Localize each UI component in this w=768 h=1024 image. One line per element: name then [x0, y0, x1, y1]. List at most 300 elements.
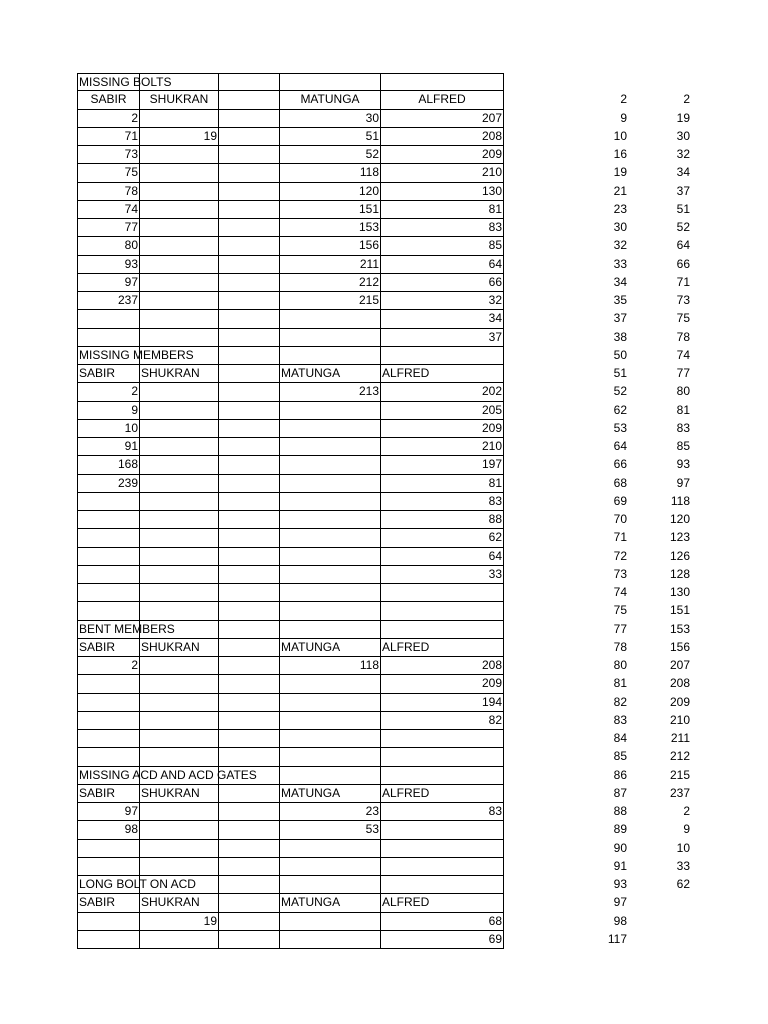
column-header: ALFRED	[381, 785, 504, 803]
side-value: 16	[613, 147, 627, 161]
section-title: MISSING MEMBERS	[77, 347, 140, 365]
table-cell	[77, 913, 140, 931]
table-cell	[280, 456, 381, 474]
column-header	[219, 785, 280, 803]
table-cell	[219, 183, 280, 201]
table-cell	[219, 621, 280, 639]
table-cell	[219, 146, 280, 164]
table-cell	[219, 529, 280, 547]
table-cell: 19	[140, 128, 219, 146]
table-cell	[219, 675, 280, 693]
side-value: 89	[613, 822, 627, 837]
table-cell	[280, 310, 381, 328]
side-value: 10	[676, 840, 690, 855]
table-cell	[77, 694, 140, 712]
table-cell: 64	[381, 256, 504, 274]
side-value: 51	[613, 366, 627, 380]
table-cell	[280, 420, 381, 438]
side-value: 10	[613, 128, 627, 143]
side-value: 52	[676, 220, 690, 234]
table-cell: 32	[381, 292, 504, 310]
side-value: 69	[613, 493, 627, 508]
side-value: 237	[669, 785, 690, 800]
side-value: 9	[683, 822, 690, 837]
table-cell	[140, 493, 219, 511]
table-cell	[219, 73, 280, 91]
side-value: 207	[669, 658, 690, 672]
table-cell	[140, 712, 219, 730]
side-value: 82	[613, 694, 627, 709]
table-cell: 64	[381, 548, 504, 566]
table-cell	[140, 566, 219, 584]
table-cell: 66	[381, 274, 504, 292]
table-cell: 53	[280, 821, 381, 839]
table-cell	[280, 566, 381, 584]
side-value: 2	[620, 92, 627, 107]
table-cell: 10	[77, 420, 140, 438]
side-value: 37	[676, 183, 690, 198]
side-value: 38	[613, 329, 627, 344]
column-header: SABIR	[77, 365, 140, 383]
table-cell	[381, 767, 504, 785]
side-value: 32	[676, 147, 690, 161]
table-cell: 83	[381, 493, 504, 511]
side-value: 98	[613, 913, 627, 928]
side-value: 53	[613, 420, 627, 435]
side-value: 52	[613, 384, 627, 399]
table-cell	[381, 73, 504, 91]
table-cell: 205	[381, 402, 504, 420]
table-cell: 209	[381, 146, 504, 164]
section-title: MISSING ACD AND ACD GATES	[77, 767, 140, 785]
side-value: 30	[676, 128, 690, 143]
table-cell: 85	[381, 237, 504, 255]
table-cell	[280, 584, 381, 602]
side-value: 73	[613, 566, 627, 581]
side-value: 90	[613, 840, 627, 855]
table-cell	[77, 493, 140, 511]
side-value: 93	[676, 457, 690, 472]
table-cell	[219, 128, 280, 146]
table-cell: 82	[381, 712, 504, 730]
table-cell: 197	[381, 456, 504, 474]
table-cell	[219, 329, 280, 347]
side-value: 66	[613, 457, 627, 472]
column-header	[219, 639, 280, 657]
table-cell	[77, 584, 140, 602]
table-cell: 30	[280, 110, 381, 128]
table-cell: 153	[280, 219, 381, 237]
table-cell	[280, 73, 381, 91]
side-value: 85	[613, 749, 627, 764]
table-cell: 209	[381, 420, 504, 438]
side-value: 97	[676, 475, 690, 490]
side-value: 80	[613, 658, 627, 672]
column-header: SHUKRAN	[140, 91, 219, 109]
table-cell: 118	[280, 657, 381, 675]
table-cell	[77, 529, 140, 547]
table-cell	[219, 657, 280, 675]
table-cell	[280, 511, 381, 529]
side-value: 35	[613, 293, 627, 307]
table-cell	[219, 858, 280, 876]
table-cell	[77, 548, 140, 566]
table-cell	[219, 237, 280, 255]
table-cell	[77, 712, 140, 730]
side-value: 212	[669, 749, 690, 764]
side-value: 62	[676, 877, 690, 891]
side-value: 87	[613, 785, 627, 800]
column-header	[219, 894, 280, 912]
table-cell	[219, 438, 280, 456]
table-cell	[219, 821, 280, 839]
table-cell	[381, 840, 504, 858]
side-value: 73	[676, 293, 690, 307]
side-value: 2	[683, 92, 690, 107]
table-cell	[77, 602, 140, 620]
table-cell	[140, 602, 219, 620]
table-cell: 77	[77, 219, 140, 237]
side-value: 81	[676, 402, 690, 417]
table-cell: 130	[381, 183, 504, 201]
side-value: 74	[613, 585, 627, 599]
table-cell	[381, 748, 504, 766]
table-cell	[140, 456, 219, 474]
table-cell	[140, 256, 219, 274]
table-cell	[280, 730, 381, 748]
table-cell	[140, 402, 219, 420]
table-cell	[140, 201, 219, 219]
table-cell	[219, 402, 280, 420]
side-value: 215	[669, 767, 690, 782]
table-cell	[219, 110, 280, 128]
side-value: 19	[676, 110, 690, 125]
side-value: 71	[676, 274, 690, 289]
table-cell	[219, 602, 280, 620]
table-cell: 97	[77, 274, 140, 292]
table-cell	[219, 292, 280, 310]
side-value: 23	[613, 201, 627, 216]
table-cell: 52	[280, 146, 381, 164]
table-cell	[77, 566, 140, 584]
side-value: 86	[613, 767, 627, 782]
table-cell	[280, 347, 381, 365]
table-cell	[77, 840, 140, 858]
table-cell	[140, 529, 219, 547]
table-cell	[280, 840, 381, 858]
table-cell	[219, 420, 280, 438]
table-cell	[219, 164, 280, 182]
table-cell	[280, 931, 381, 949]
table-cell: 37	[381, 329, 504, 347]
column-header: SABIR	[77, 639, 140, 657]
table-cell: 2	[77, 110, 140, 128]
table-cell	[140, 164, 219, 182]
table-cell	[219, 931, 280, 949]
table-cell: 74	[77, 201, 140, 219]
table-cell: 83	[381, 219, 504, 237]
column-header: SHUKRAN	[140, 639, 219, 657]
table-cell: 207	[381, 110, 504, 128]
side-value: 85	[676, 439, 690, 453]
table-cell	[280, 694, 381, 712]
table-cell	[140, 584, 219, 602]
table-cell	[280, 493, 381, 511]
table-cell: 51	[280, 128, 381, 146]
side-value: 97	[613, 895, 627, 910]
table-cell	[140, 219, 219, 237]
table-cell: 75	[77, 164, 140, 182]
table-cell	[140, 730, 219, 748]
column-header: SABIR	[77, 785, 140, 803]
side-value: 37	[613, 311, 627, 326]
side-value: 64	[676, 238, 690, 253]
table-cell	[140, 383, 219, 401]
table-cell	[140, 858, 219, 876]
side-value: 120	[669, 512, 690, 526]
table-cell: 73	[77, 146, 140, 164]
table-cell: 71	[77, 128, 140, 146]
table-cell: 239	[77, 475, 140, 493]
table-cell	[381, 858, 504, 876]
side-value: 77	[613, 621, 627, 636]
table-cell	[77, 675, 140, 693]
table-cell	[140, 803, 219, 821]
table-cell: 212	[280, 274, 381, 292]
table-cell: 215	[280, 292, 381, 310]
table-cell	[381, 602, 504, 620]
table-cell	[140, 548, 219, 566]
table-cell: 88	[381, 511, 504, 529]
table-cell	[280, 913, 381, 931]
table-cell	[219, 694, 280, 712]
side-value: 153	[669, 621, 690, 636]
table-cell	[219, 584, 280, 602]
table-cell: 69	[381, 931, 504, 949]
table-cell	[77, 748, 140, 766]
table-cell	[219, 511, 280, 529]
column-header: MATUNGA	[280, 639, 381, 657]
side-value: 84	[613, 731, 627, 745]
table-cell: 78	[77, 183, 140, 201]
table-cell	[140, 292, 219, 310]
table-cell	[140, 694, 219, 712]
table-cell	[219, 748, 280, 766]
table-cell: 120	[280, 183, 381, 201]
table-cell	[280, 402, 381, 420]
table-cell	[140, 438, 219, 456]
side-value: 118	[670, 493, 690, 508]
side-value: 83	[676, 420, 690, 435]
table-cell	[140, 274, 219, 292]
table-cell	[77, 858, 140, 876]
table-cell	[219, 310, 280, 328]
table-cell: 156	[280, 237, 381, 255]
table-cell: 19	[140, 913, 219, 931]
table-cell: 213	[280, 383, 381, 401]
table-cell: 81	[381, 475, 504, 493]
column-header: MATUNGA	[280, 894, 381, 912]
table-cell	[219, 475, 280, 493]
table-cell	[140, 840, 219, 858]
side-value: 74	[676, 347, 690, 362]
side-value: 91	[613, 858, 627, 873]
table-cell	[219, 566, 280, 584]
table-cell: 118	[280, 164, 381, 182]
table-cell	[381, 584, 504, 602]
column-header: MATUNGA	[280, 91, 381, 109]
column-header: ALFRED	[381, 894, 504, 912]
column-header: SABIR	[77, 91, 140, 109]
table-cell	[140, 110, 219, 128]
table-cell	[280, 858, 381, 876]
table-cell: 98	[77, 821, 140, 839]
side-value: 72	[613, 548, 627, 563]
table-cell: 211	[280, 256, 381, 274]
table-cell	[219, 493, 280, 511]
table-cell	[219, 803, 280, 821]
table-cell	[219, 876, 280, 894]
side-value: 81	[613, 676, 627, 691]
side-value: 211	[670, 731, 690, 745]
side-value: 75	[613, 603, 627, 618]
table-cell	[140, 475, 219, 493]
table-cell: 210	[381, 164, 504, 182]
table-cell	[140, 931, 219, 949]
side-value: 19	[613, 165, 627, 180]
table-cell	[280, 548, 381, 566]
side-value: 151	[669, 603, 690, 618]
table-cell	[140, 146, 219, 164]
table-cell	[219, 456, 280, 474]
table-cell: 83	[381, 803, 504, 821]
column-header: SABIR	[77, 894, 140, 912]
table-cell: 168	[77, 456, 140, 474]
column-header: SHUKRAN	[140, 365, 219, 383]
table-cell	[280, 438, 381, 456]
side-value: 66	[676, 256, 690, 271]
side-value: 128	[669, 566, 690, 581]
side-value: 70	[613, 512, 627, 526]
column-header: ALFRED	[381, 639, 504, 657]
table-cell: 2	[77, 657, 140, 675]
table-cell	[219, 548, 280, 566]
side-value: 156	[669, 639, 690, 654]
side-value: 33	[676, 858, 690, 873]
table-cell: 80	[77, 237, 140, 255]
table-cell	[140, 310, 219, 328]
column-header	[219, 365, 280, 383]
table-cell	[381, 821, 504, 839]
side-value: 80	[676, 384, 690, 399]
table-cell	[219, 256, 280, 274]
side-value: 32	[613, 238, 627, 253]
section-title: BENT MEMBERS	[77, 621, 140, 639]
table-cell	[381, 347, 504, 365]
table-cell: 151	[280, 201, 381, 219]
section-title: MISSING BOLTS	[77, 73, 140, 91]
table-cell	[219, 840, 280, 858]
table-cell	[280, 675, 381, 693]
table-cell: 9	[77, 402, 140, 420]
table-cell: 2	[77, 383, 140, 401]
table-cell	[280, 621, 381, 639]
table-cell	[219, 730, 280, 748]
table-cell	[219, 219, 280, 237]
table-cell	[77, 310, 140, 328]
table-cell: 97	[77, 803, 140, 821]
table-cell	[381, 730, 504, 748]
side-value: 117	[607, 931, 627, 946]
side-value: 209	[669, 694, 690, 709]
section-title: LONG BOLT ON ACD	[77, 876, 140, 894]
table-cell	[280, 876, 381, 894]
column-header: MATUNGA	[280, 785, 381, 803]
side-value: 126	[669, 548, 690, 563]
table-cell	[140, 675, 219, 693]
side-value: 71	[613, 530, 627, 545]
table-cell	[219, 383, 280, 401]
table-cell: 68	[381, 913, 504, 931]
table-cell: 34	[381, 310, 504, 328]
side-value: 210	[669, 712, 690, 727]
side-value: 34	[613, 274, 627, 289]
side-value: 9	[620, 110, 627, 125]
table-cell: 91	[77, 438, 140, 456]
table-cell	[140, 821, 219, 839]
side-value: 50	[613, 347, 627, 362]
side-value: 2	[683, 804, 690, 818]
side-value: 33	[613, 256, 627, 271]
table-cell	[219, 913, 280, 931]
side-value: 77	[676, 366, 690, 380]
table-cell	[77, 931, 140, 949]
table-cell: 33	[381, 566, 504, 584]
side-value: 83	[613, 712, 627, 727]
table-cell	[140, 748, 219, 766]
table-cell: 81	[381, 201, 504, 219]
table-cell	[280, 475, 381, 493]
table-cell: 194	[381, 694, 504, 712]
side-value: 88	[613, 804, 627, 818]
table-cell: 62	[381, 529, 504, 547]
column-header: ALFRED	[381, 365, 504, 383]
table-cell	[280, 767, 381, 785]
side-value: 34	[676, 165, 690, 180]
side-value: 78	[676, 329, 690, 344]
table-cell	[140, 511, 219, 529]
side-value: 21	[613, 183, 627, 198]
table-cell	[219, 712, 280, 730]
table-cell	[140, 420, 219, 438]
table-cell	[77, 511, 140, 529]
side-value: 93	[613, 877, 627, 891]
table-cell	[140, 329, 219, 347]
table-cell	[280, 602, 381, 620]
column-header: SHUKRAN	[140, 785, 219, 803]
table-cell	[77, 329, 140, 347]
table-cell: 210	[381, 438, 504, 456]
column-header	[219, 91, 280, 109]
table-cell	[140, 237, 219, 255]
side-value: 62	[613, 402, 627, 417]
table-cell	[219, 201, 280, 219]
table-cell	[280, 529, 381, 547]
table-cell	[280, 329, 381, 347]
table-cell	[140, 183, 219, 201]
side-value: 75	[676, 311, 690, 326]
table-cell: 208	[381, 128, 504, 146]
